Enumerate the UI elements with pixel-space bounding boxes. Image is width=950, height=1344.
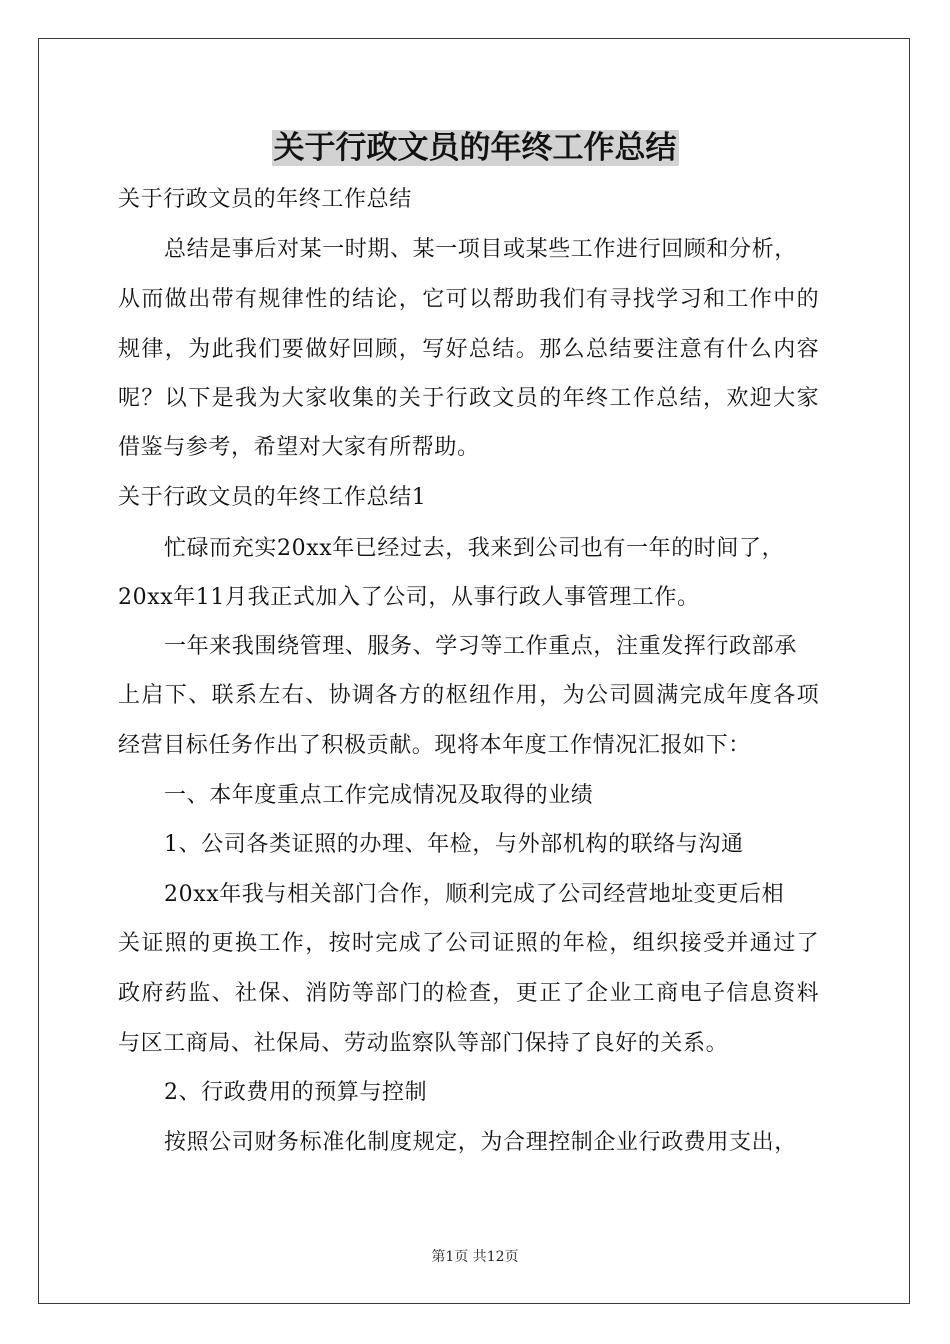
paragraph-line: 借鉴与参考，希望对大家有所帮助。 — [118, 435, 480, 460]
paragraph-line: 规律，为此我们要做好回顾，写好总结。那么总结要注意有什么内容 — [118, 337, 821, 362]
paragraph-line: 20xx年我与相关部门合作，顺利完成了公司经营地址变更后相 — [164, 882, 785, 907]
paragraph-line: 上启下、联系左右、协调各方的枢纽作用，为公司圆满完成年度各项 — [118, 683, 821, 708]
paragraph-line: 总结是事后对某一时期、某一项目或某些工作进行回顾和分析， — [164, 237, 797, 262]
item-heading: 1、公司各类证照的办理、年检，与外部机构的联络与沟通 — [164, 832, 744, 857]
paragraph-line: 按照公司财务标准化制度规定，为合理控制企业行政费用支出， — [164, 1130, 797, 1155]
paragraph-line: 从而做出带有规律性的结论，它可以帮助我们有寻找学习和工作中的 — [118, 287, 821, 312]
section-heading: 关于行政文员的年终工作总结1 — [118, 485, 427, 510]
subsection-heading: 一、本年度重点工作完成情况及取得的业绩 — [164, 783, 594, 808]
item-heading: 2、行政费用的预算与控制 — [164, 1080, 428, 1105]
paragraph-line: 经营目标任务作出了积极贡献。现将本年度工作情况汇报如下： — [118, 733, 751, 758]
paragraph-line: 一年来我围绕管理、服务、学习等工作重点，注重发挥行政部承 — [164, 634, 797, 659]
document-title: 关于行政文员的年终工作总结 — [273, 130, 677, 166]
paragraph-line: 政府药监、社保、消防等部门的检查，更正了企业工商电子信息资料 — [118, 981, 821, 1006]
paragraph-line: 20xx年11月我正式加入了公司，从事行政人事管理工作。 — [118, 585, 700, 610]
paragraph-line: 与区工商局、社保局、劳动监察队等部门保持了良好的关系。 — [118, 1031, 729, 1056]
page-border — [38, 38, 910, 1304]
page-number: 第1页 共12页 — [431, 1249, 519, 1265]
paragraph-line: 呢？以下是我为大家收集的关于行政文员的年终工作总结，欢迎大家 — [118, 386, 821, 411]
subtitle-line: 关于行政文员的年终工作总结 — [118, 187, 412, 212]
paragraph-line: 忙碌而充实20xx年已经过去，我来到公司也有一年的时间了， — [164, 536, 785, 561]
paragraph-line: 关证照的更换工作，按时完成了公司证照的年检，组织接受并通过了 — [118, 931, 821, 956]
